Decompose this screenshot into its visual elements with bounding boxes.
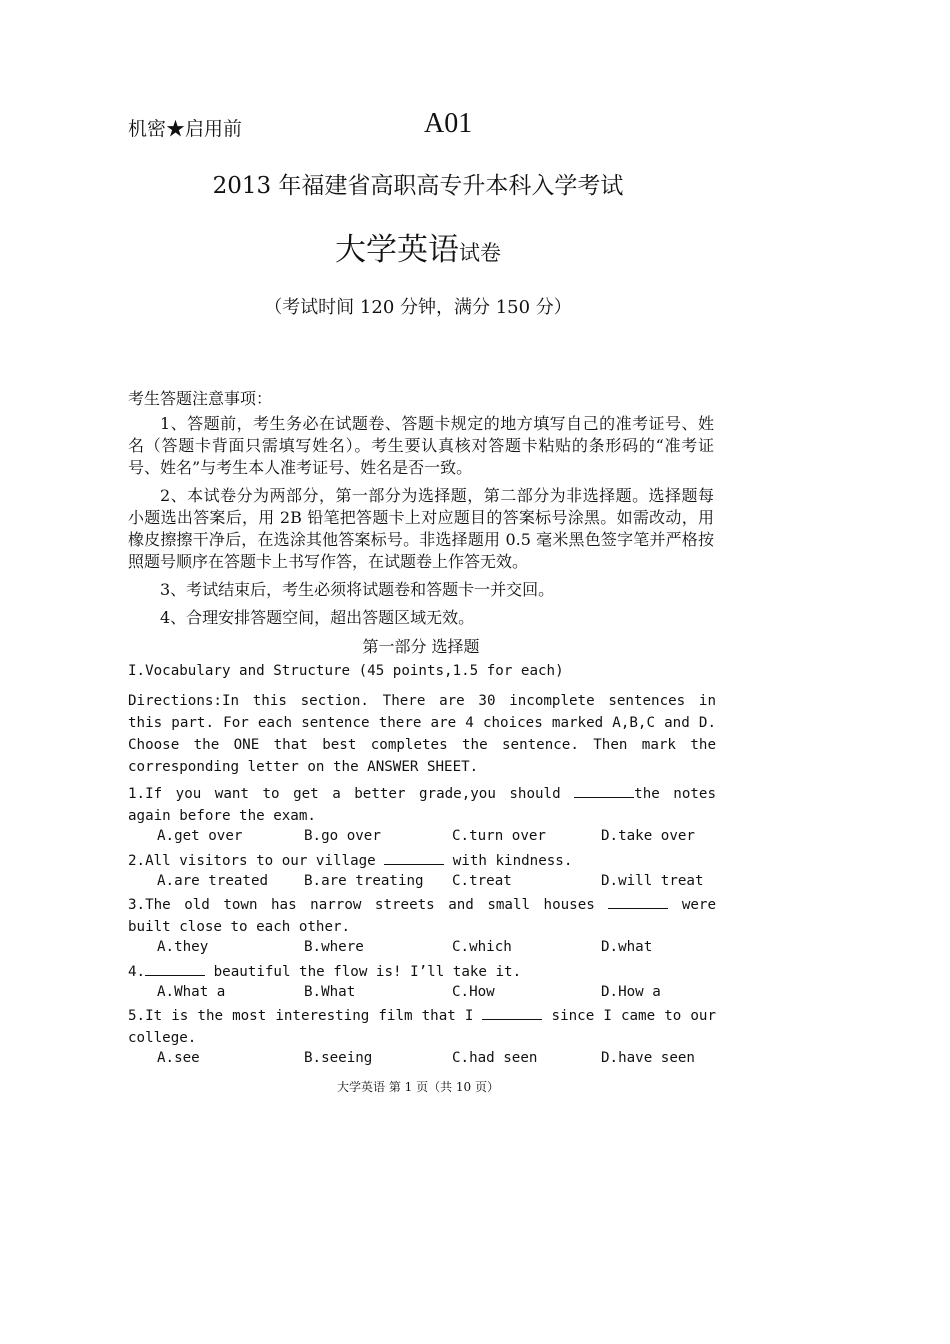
question-2 [128,850,716,872]
question-text: beautiful the flow is! I’ll take it. [205,964,522,980]
exam-title: 2013 年福建省高职高专升本科入学考试 [212,173,624,199]
question-text: with kindness. [444,853,573,869]
question-1 [128,783,716,827]
option-c: C.which [452,939,512,955]
option-a: A.are treated [157,873,269,889]
option-b: B.where [304,939,364,955]
option-d: D.take over [601,828,695,844]
question-text: 5.It is the most interesting film that I [128,1008,483,1024]
option-a: A.get over [157,828,243,844]
option-a: A.they [157,939,209,955]
question-text: 4. [128,964,146,980]
notes-heading: 考生答题注意事项： [128,389,273,408]
paper-code: A01 [424,108,473,139]
part-title: 第一部分 选择题 [362,637,480,656]
subject-suffix: 试卷 [459,241,501,265]
question-4 [128,961,716,983]
option-d: D.How a [601,984,661,1000]
question-3 [128,894,716,938]
answer-blank [608,894,668,909]
subject-main: 大学英语 [335,232,459,268]
option-c: C.had seen [452,1050,538,1066]
option-c: C.How [452,984,495,1000]
answer-blank [384,850,444,865]
question-text: 1.If you want to get a better grade,you should [128,786,575,802]
option-d: D.have seen [601,1050,695,1066]
question-text: were built close to each other. [128,897,716,935]
exam-duration: （考试时间 120 分钟，满分 150 分） [264,297,572,318]
option-a: A.see [157,1050,200,1066]
option-b: B.What [304,984,356,1000]
question-5 [128,1005,716,1049]
option-d: D.will treat [601,873,704,889]
option-b: B.are treating [304,873,424,889]
option-b: B.go over [304,828,381,844]
note-item: 1、答题前，考生务必在试题卷、答题卡规定的地方填写自己的准考证号、姓名（答题卡背面只需填写姓名）。考生要认真核对答题卡粘贴的条形码的“准考证号、姓名”与考生本人准考证号、姓名是否一致。 [128,414,714,477]
option-b: B.seeing [304,1050,373,1066]
confidential-label: 机密★启用前 [128,118,243,140]
option-c: C.treat [452,873,512,889]
note-item: 3、考试结束后，考生必须将试题卷和答题卡一并交回。 [160,580,555,599]
option-d: D.what [601,939,653,955]
note-item: 4、合理安排答题空间，超出答题区域无效。 [160,608,475,627]
page-footer: 大学英语 第 1 页（共 10 页） [337,1080,499,1094]
option-c: C.turn over [452,828,546,844]
note-item: 2、本试卷分为两部分，第一部分为选择题，第二部分为非选择题。选择题每小题选出答案后，用 2B 铅笔把答题卡上对应题目的答案标号涂黑。如需改动，用橡皮擦擦干净后，在选涂其他答案标号。非选择题用 0.5 毫米黑色签字笔并严格按照题号顺序在答题卡上书写作答，在试题卷上作答无效。 [128,486,714,571]
option-a: A.What a [157,984,226,1000]
question-text: 2.All visitors to our village [128,853,385,869]
question-text: the notes again before the exam. [128,786,716,824]
question-text: since I came to our college. [128,1008,716,1046]
question-text: 3.The old town has narrow streets and small houses [128,897,609,913]
subject-title [0,224,836,269]
answer-blank [145,961,205,976]
answer-blank [482,1005,542,1020]
answer-blank [574,783,634,798]
section-directions: Directions:In this section. There are 30 incomplete sentences in this part. For each sentence there are 4 choices marked A,B,C and D. Choose the ONE that best completes the sentence. Then mark the corresponding letter on the ANSWER SHEET. [128,693,716,775]
section-heading: I.Vocabulary and Structure (45 points,1.5 for each) [128,663,564,679]
